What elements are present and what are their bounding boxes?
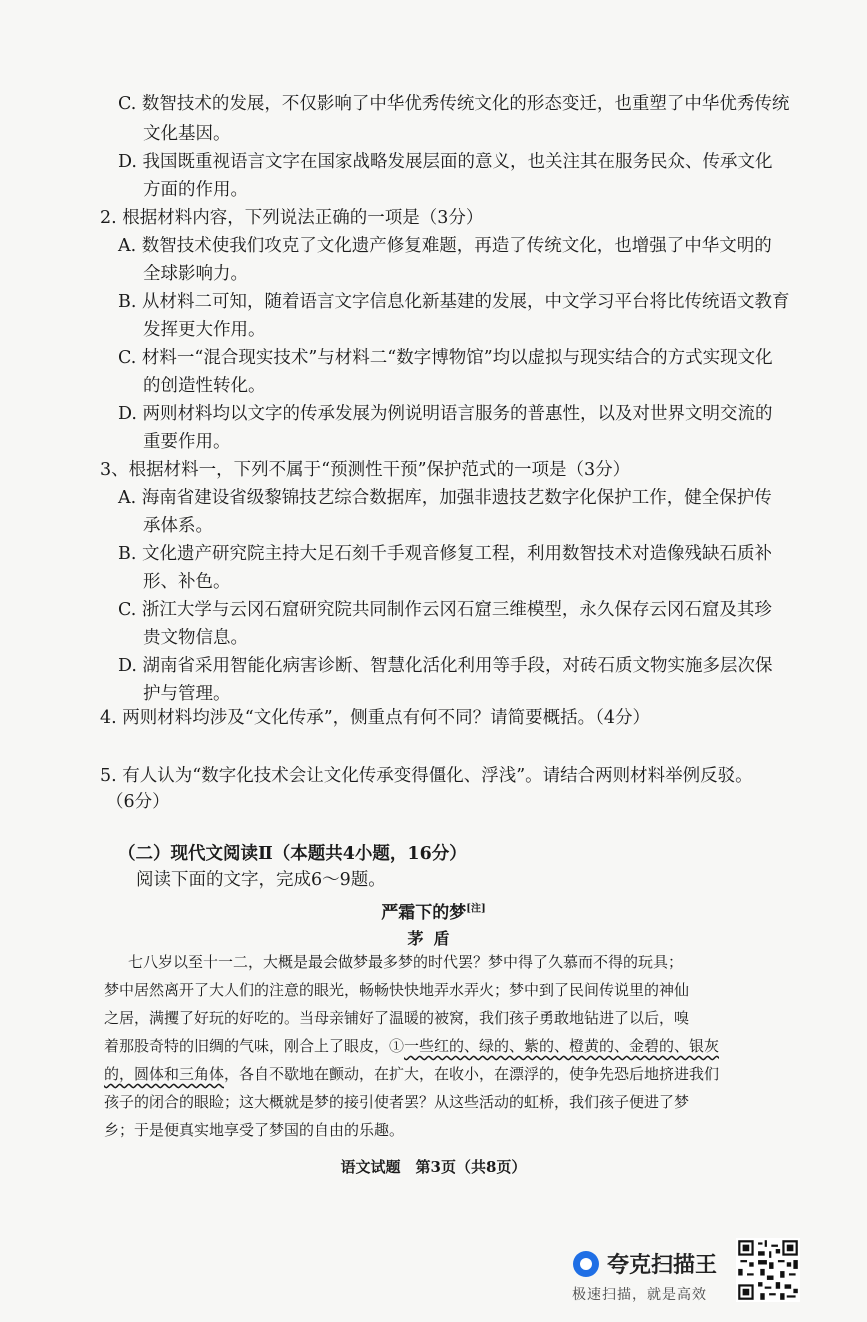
reading-instruction: 阅读下面的文字，完成6～9题。 [136, 870, 386, 890]
question-line: A. 海南省建设省级黎锦技艺综合数据库，加强非遗技艺数字化保护工作，健全保护传 [118, 488, 772, 508]
passage-text [104, 948, 776, 1144]
question-line: A. 数智技术使我们攻克了文化遗产修复难题，再造了传统文化，也增强了中华文明的 [118, 236, 772, 256]
underlined-sentence: 的，圆体和三角体 [104, 1065, 225, 1083]
brand-slogan: 极速扫描，就是高效 [572, 1287, 707, 1303]
page-footer: 语文试题 第3页（共8页） [340, 1158, 527, 1176]
question-line: （6分） [106, 792, 170, 812]
question-line: D. 我国既重视语言文字在国家战略发展层面的意义，也关注其在服务民众、传承文化 [118, 152, 773, 172]
qr-code [736, 1238, 800, 1302]
question-line: 全球影响力。 [143, 264, 248, 284]
question-line: D. 两则材料均以文字的传承发展为例说明语言服务的普惠性，以及对世界文明交流的 [118, 404, 773, 424]
passage-line: 孩子的闭合的眼睑；这大概就是梦的接引使者罢？从这些活动的虹桥，我们孩子便进了梦 [104, 1093, 690, 1111]
question-line: 承体系。 [143, 516, 213, 536]
question-line: B. 从材料二可知，随着语言文字信息化新基建的发展，中文学习平台将比传统语文教育 [118, 292, 790, 312]
question-line: 文化基因。 [143, 124, 231, 144]
passage-line: 七八岁以至十一二，大概是最会做梦最多梦的时代罢？梦中得了久慕而不得的玩具； [128, 953, 684, 971]
quark-logo-icon [573, 1251, 599, 1277]
passage-line: 乡；于是便真实地享受了梦国的自由的乐趣。 [104, 1121, 405, 1139]
question-line: C. 数智技术的发展，不仅影响了中华优秀传统文化的形态变迁，也重塑了中华优秀传统 [118, 94, 790, 114]
passage-title-note: [注] [466, 903, 486, 915]
passage-line: 梦中居然离开了大人们的注意的眼光，畅畅快快地弄水弄火；梦中到了民间传说里的神仙 [104, 981, 690, 999]
question-line: D. 湖南省采用智能化病害诊断、智慧化活化利用等手段，对砖石质文物实施多层次保 [118, 656, 773, 676]
passage-text-span: 着那股奇特的旧绸的气味，刚合上了眼皮，① [104, 1037, 405, 1055]
question-line: 发挥更大作用。 [143, 320, 266, 340]
question-line: 重要作用。 [143, 432, 231, 452]
question-line: 方面的作用。 [143, 180, 248, 200]
question-line: B. 文化遗产研究院主持大足石刻千手观音修复工程，利用数智技术对造像残缺石质补 [118, 544, 772, 564]
passage-text-span: ，各自不歇地在颤动，在扩大，在收小，在漂浮的，使争先恐后地挤进我们 [224, 1065, 720, 1083]
passage-line [104, 1060, 776, 1088]
scanner-brand [573, 1248, 717, 1279]
passage-line [104, 1032, 776, 1060]
question-line: 贵文物信息。 [143, 628, 248, 648]
brand-name: 夸克扫描王 [607, 1253, 718, 1278]
question-line: 2. 根据材料内容，下列说法正确的一项是（3分） [100, 208, 484, 228]
passage-title [0, 898, 867, 923]
question-line: 4. 两则材料均涉及“文化传承”，侧重点有何不同？请简要概括。（4分） [100, 708, 651, 728]
question-line: 5. 有人认为“数字化技术会让文化传承变得僵化、浮浅”。请结合两则材料举例反驳。 [100, 766, 753, 786]
underlined-sentence: 一些红的、绿的、紫的、橙黄的、金碧的、银灰 [404, 1037, 720, 1055]
passage-author: 茅盾 [407, 929, 460, 948]
question-line: 3、根据材料一，下列不属于“预测性干预”保护范式的一项是（3分） [100, 460, 631, 480]
section-heading: （二）现代文阅读Ⅱ（本题共4小题，16分） [118, 844, 467, 864]
passage-line: 之居，满攫了好玩的好吃的。当母亲铺好了温暖的被窝，我们孩子勇敢地钻进了以后，嗅 [104, 1009, 690, 1027]
question-line: C. 浙江大学与云冈石窟研究院共同制作云冈石窟三维模型，永久保存云冈石窟及其珍 [118, 600, 772, 620]
passage-title-text: 严霜下的梦 [381, 903, 467, 923]
question-line: C. 材料一“混合现实技术”与材料二“数字博物馆”均以虚拟与现实结合的方式实现文化 [118, 348, 773, 368]
question-line: 形、补色。 [143, 572, 231, 592]
question-line: 护与管理。 [143, 684, 231, 704]
question-line: 的创造性转化。 [143, 376, 266, 396]
